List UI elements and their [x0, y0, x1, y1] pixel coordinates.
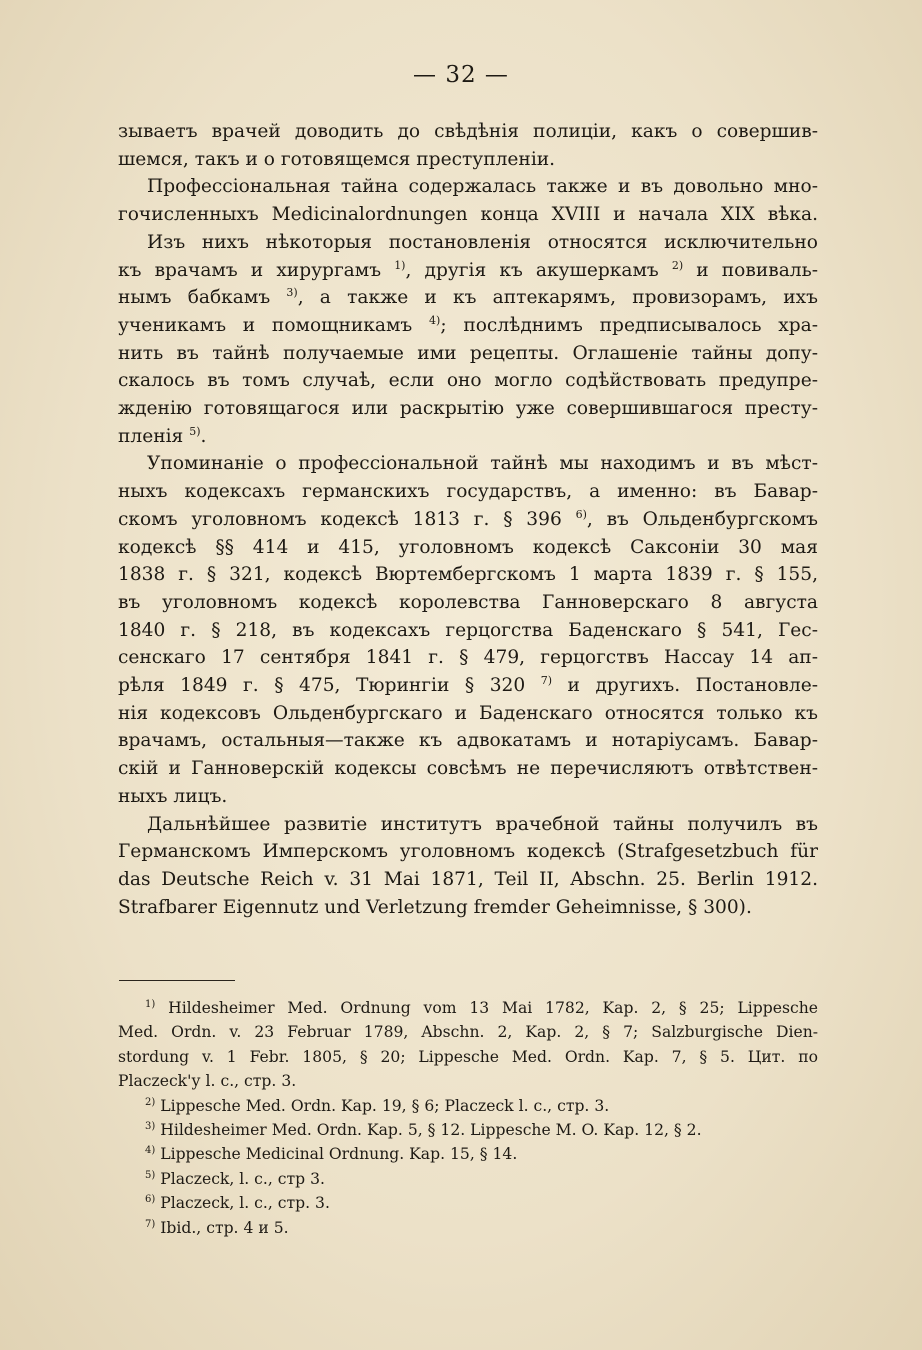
text-line: нія кодексовъ Ольденбургскаго и Баденскаго относятся только къ — [118, 702, 818, 724]
text-line: къ врачамъ и хирургамъ $^{1)}$, другія къ акушеркамъ $^{2)}$ и повиваль- — [118, 258, 818, 281]
footnote-marker: 4) — [145, 1145, 156, 1157]
footnote-text: Placzeck, l. c., стр 3. — [160, 1169, 325, 1188]
footnote-marker: 7) — [145, 1218, 156, 1230]
footnote-text: Ibid., стр. 4 и 5. — [160, 1218, 289, 1237]
footnote-line: Placzeck'у l. c., стр. 3. — [118, 1072, 297, 1091]
footnote-reference: 6) — [575, 507, 587, 521]
text-line: нить въ тайнѣ получаемые ими рецепты. Оглашеніе тайны допу- — [118, 342, 818, 364]
footnote-marker: 6) — [145, 1194, 156, 1206]
text-line: 1838 г. § 321, кодексѣ Вюртембергскомъ 1 марта 1839 г. § 155, — [118, 564, 818, 586]
text-line: шемся, такъ и о готовящемся преступленіи. — [118, 148, 556, 170]
footnote-marker: 5) — [145, 1169, 156, 1181]
footnote — [118, 1216, 818, 1240]
paragraph — [118, 811, 818, 922]
footnote-reference: 3) — [286, 286, 298, 300]
body-text — [118, 118, 818, 921]
footnote-line — [118, 996, 818, 1020]
paragraph — [118, 118, 818, 173]
footnotes — [118, 996, 818, 1240]
paragraph — [118, 173, 818, 228]
footnote-line — [118, 1191, 818, 1215]
footnote — [118, 996, 818, 1094]
text-line: въ уголовномъ кодексѣ королевства Ганноверскаго 8 августа — [118, 591, 818, 613]
footnote-line: stordung v. 1 Febr. 1805, § 20; Lippesche Med. Ordn. Kap. 7, § 5. Цит. по — [118, 1047, 818, 1066]
page-number: — 32 — — [413, 62, 509, 88]
text-line: ныхъ кодексахъ германскихъ государствъ, а именно: въ Бавар- — [118, 481, 818, 503]
text-line: 1840 г. § 218, въ кодексахъ герцогства Баденскаго § 541, Гес- — [118, 619, 818, 641]
text-line: скій и Ганноверскій кодексы совсѣмъ не перечисляютъ отвѣтствен- — [118, 758, 818, 780]
footnote-text: Hildesheimer Med. Ordn. Kap. 5, § 12. Lippesche M. O. Kap. 12, § 2. — [160, 1121, 702, 1140]
footnote-text: Lippesche Med. Ordn. Kap. 19, § 6; Placzeck l. c., стр. 3. — [160, 1096, 610, 1115]
text-line: das Deutsche Reich v. 31 Mai 1871, Teil II, Abschn. 25. Berlin 1912. — [118, 868, 818, 890]
footnote-marker: 2) — [145, 1096, 156, 1108]
text-line: Strafbarer Eigennutz und Verletzung fremder Geheimnisse, § 300). — [118, 896, 752, 918]
footnote — [118, 1094, 818, 1118]
footnote-reference: 4) — [429, 313, 441, 327]
text-line: ученикамъ и помощникамъ $^{4)}$; послѣднимъ предписывалось хра- — [118, 313, 818, 336]
text-line: пленія $^{5)}$. — [118, 424, 207, 447]
text-line: сенскаго 17 сентября 1841 г. § 479, герцогствъ Нассау 14 ап- — [118, 647, 818, 669]
text-line: зываетъ врачей доводить до свѣдѣнія полиціи, какъ о совершив- — [118, 121, 818, 142]
text-line: ныхъ лицъ. — [118, 785, 228, 807]
footnote-marker: 3) — [145, 1121, 156, 1133]
text-line: Германскомъ Имперскомъ уголовномъ кодексѣ (Strafgesetzbuch für — [118, 841, 818, 863]
footnote-line — [118, 1094, 818, 1118]
footnote — [118, 1191, 818, 1215]
footnote-reference: 7) — [540, 674, 553, 688]
footnote-marker: 1) — [145, 999, 156, 1010]
text-line: жденію готовящагося или раскрытію уже совершившагося престу- — [118, 398, 818, 420]
text-line: скалось въ томъ случаѣ, если оно могло содѣйствовать предупре- — [118, 370, 818, 392]
text-line: нымъ бабкамъ $^{3)}$, а также и къ аптекарямъ, провизорамъ, ихъ — [118, 286, 819, 309]
footnote-line: Med. Ordn. v. 23 Februar 1789, Abschn. 2, Kap. 2, § 7; Salzburgische Dien- — [118, 1023, 818, 1042]
footnote-separator — [119, 980, 235, 981]
footnote-line — [118, 1142, 818, 1166]
text-line: рѣля 1849 г. § 475, Тюрингіи § 320 $^{7)}$ и другихъ. Постановле- — [118, 674, 818, 697]
text-line: скомъ уголовномъ кодексѣ 1813 г. § 396 $^{6)}$, въ Ольденбургскомъ — [118, 507, 818, 530]
footnote-line — [118, 1118, 818, 1142]
footnote-reference: 5) — [189, 424, 201, 438]
footnote-reference: 1) — [394, 258, 406, 272]
footnote-text: Placzeck, l. c., стр. 3. — [160, 1194, 330, 1213]
text-line: Изъ нихъ нѣкоторыя постановленія относятся исключительно — [147, 231, 818, 253]
text-line: гочисленныхъ Medicinalordnungen конца XVIII и начала XIX вѣка. — [118, 204, 818, 226]
text-line: Упоминаніе о профессіональной тайнѣ мы находимъ и въ мѣст- — [147, 453, 818, 475]
footnote-line — [118, 1216, 818, 1240]
text-line: Дальнѣйшее развитіе институтъ врачебной тайны получилъ въ — [147, 813, 818, 835]
footnote-reference: 2) — [671, 258, 684, 272]
paragraph — [118, 450, 818, 810]
text-line: Профессіональная тайна содержалась также и въ довольно мно- — [147, 176, 818, 198]
paragraph — [118, 229, 818, 451]
footnote-text: Hildesheimer Med. Ordnung vom 13 Mai 1782, Kap. 2, § 25; Lippesche — [168, 999, 818, 1017]
text-line: кодексѣ §§ 414 и 415, уголовномъ кодексѣ Саксоніи 30 мая — [118, 536, 818, 558]
footnote — [118, 1167, 818, 1191]
text-line: врачамъ, остальныя—также къ адвокатамъ и нотаріусамъ. Бавар- — [118, 730, 818, 752]
footnote-line — [118, 1167, 818, 1191]
footnote-text: Lippesche Medicinal Ordnung. Kap. 15, § 14. — [160, 1145, 518, 1164]
footnote — [118, 1118, 818, 1142]
footnote — [118, 1142, 818, 1166]
